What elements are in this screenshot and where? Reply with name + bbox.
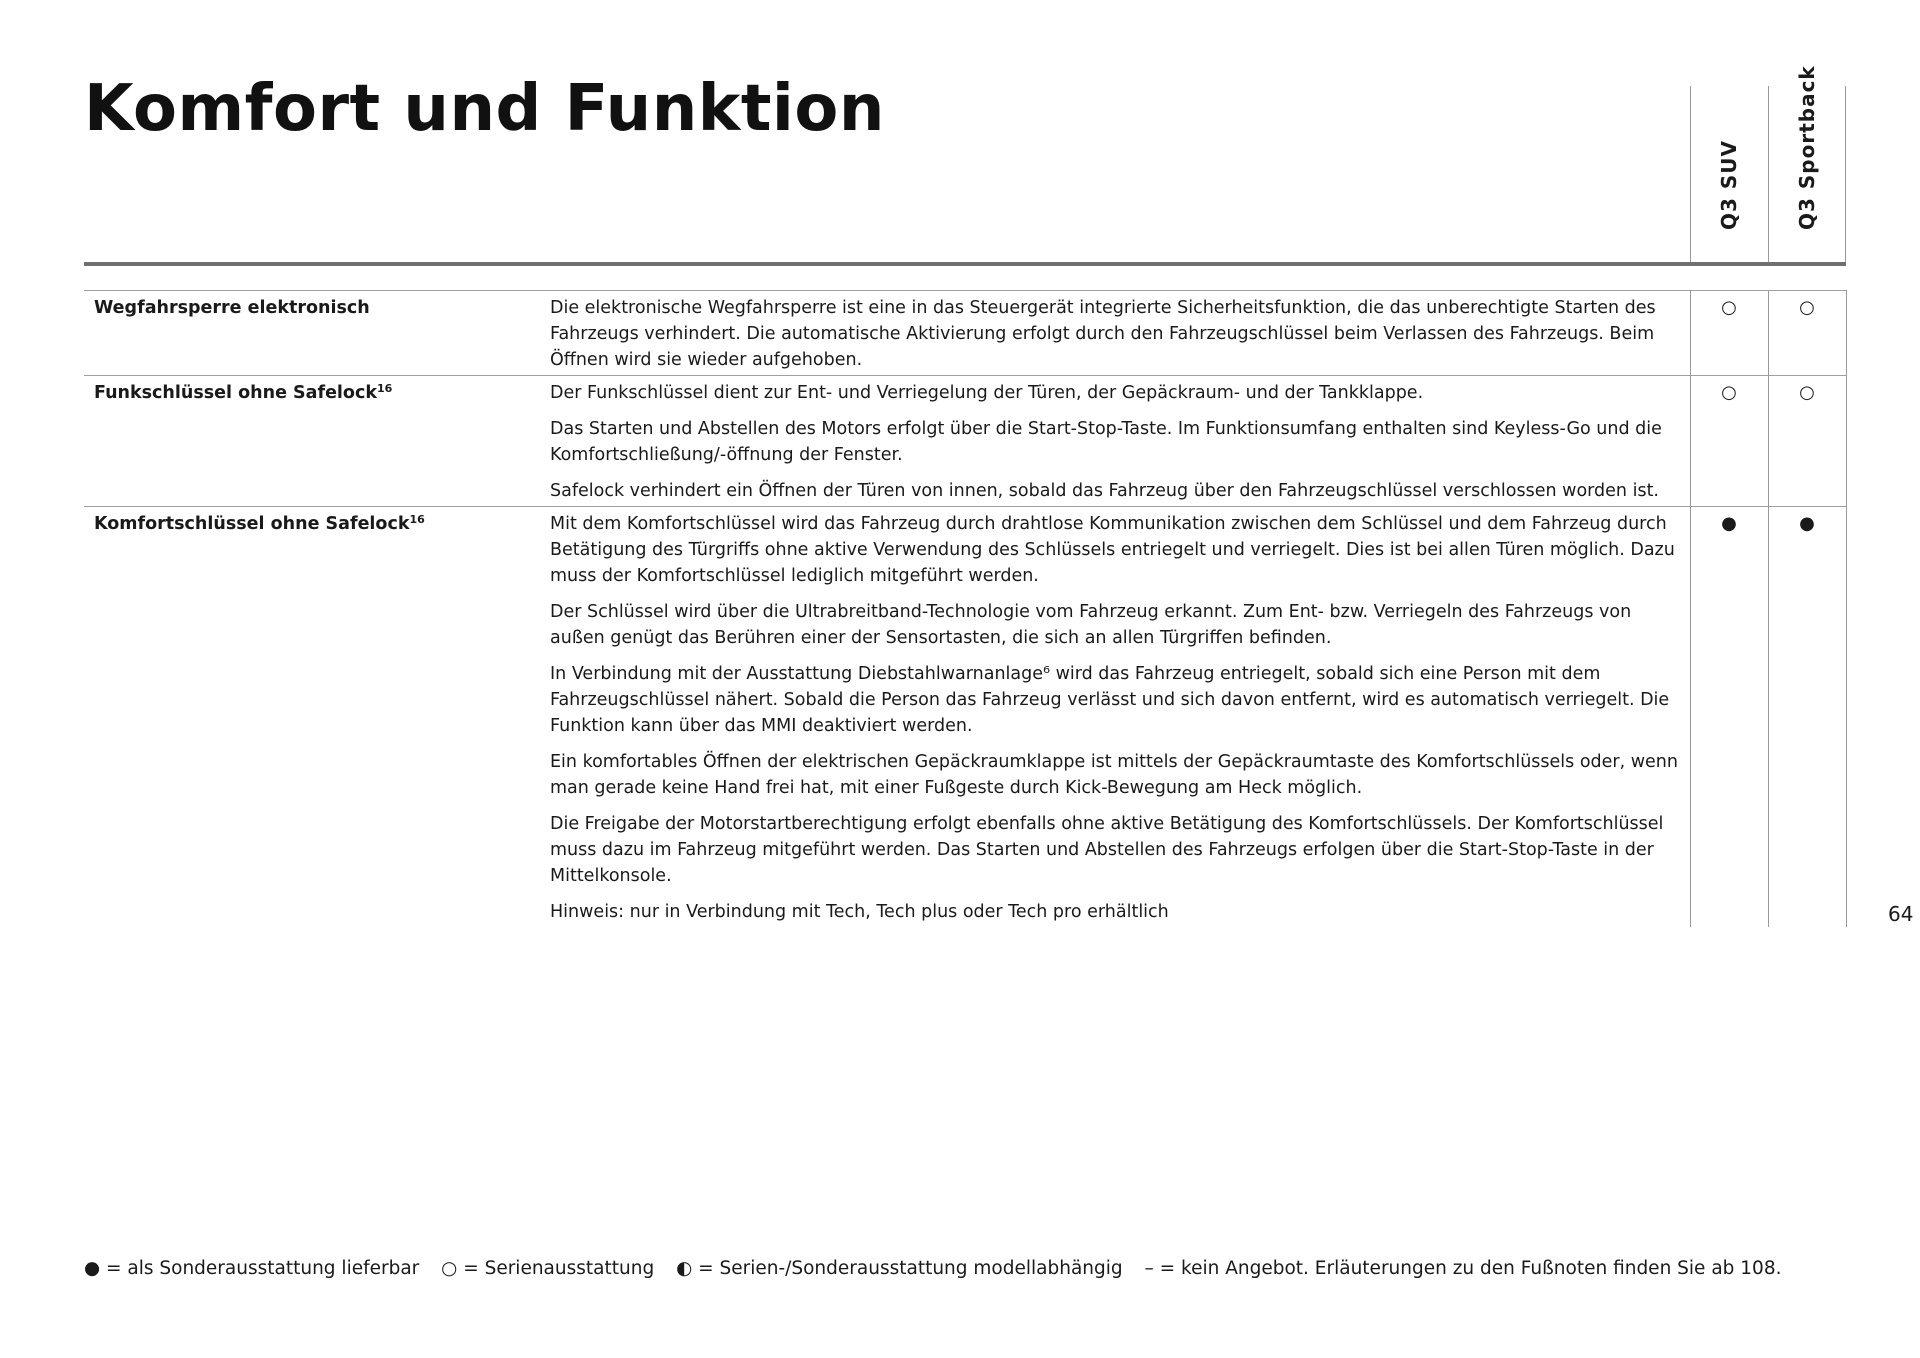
footnote-ref: 16 bbox=[376, 382, 393, 395]
column-label: Q3 Sportback bbox=[1795, 65, 1819, 230]
legend-none: – = kein Angebot. Erläuterungen zu den Fußnoten finden Sie ab 108. bbox=[1144, 1258, 1782, 1279]
feature-description: Der Funkschlüssel dient zur Ent- und Verriegelung der Türen, der Gepäckraum- und der Tankklappe. Das Starten und Abstellen des Motors erfolgt über die Start-Stop-Taste. Im Funktionsumfang enthalten sind Keyless-Go und die Komfortschließung/-öffnung der Fenster. Safelock verhindert ein Öffnen der Türen von innen, sobald das Fahrzeug über den Fahrzeugschlüssel verschlossen worden ist. bbox=[550, 376, 1690, 507]
table-row bbox=[84, 507, 1846, 928]
availability-mark: ○ bbox=[1690, 291, 1768, 376]
feature-description: Mit dem Komfortschlüssel wird das Fahrzeug durch drahtlose Kommunikation zwischen dem Schlüssel und dem Fahrzeug durch Betätigung des Türgriffs ohne aktive Verwendung des Schlüssels entriegelt und verriegelt. Dies ist bei allen Türen möglich. Dazu muss der Komfortschlüssel lediglich mitgeführt werden. Der Schlüssel wird über die Ultrabreitband-Technologie vom Fahrzeug erkannt. Zum Ent- bzw. Verriegeln des Fahrzeugs von außen genügt das Berühren einer der Sensortasten, die sich an allen Türgriffen befinden. In Verbindung mit der Ausstattung Diebstahlwarnanlage⁶ wird das Fahrzeug entriegelt, sobald sich eine Person mit dem Fahrzeugschlüssel nähert. Sobald die Person das Fahrzeug verlässt und sich davon entfernt, wird es automatisch verriegelt. Die Funktion kann über das MMI deaktiviert werden. Ein komfortables Öffnen der elektrischen Gepäckraumklappe ist mittels der Gepäckraumtaste des Komfortschlüssels oder, wenn man gerade keine Hand frei hat, mit einer Fußgeste durch Kick-Bewegung am Heck möglich. Die Freigabe der Motorstartberechtigung erfolgt ebenfalls ohne aktive Betätigung des Komfortschlüssels. Der Komfortschlüssel muss dazu im Fahrzeug mitgeführt werden. Das Starten und Abstellen des Fahrzeugs erfolgen über die Start-Stop-Taste in der Mittelkonsole. Hinweis: nur in Verbindung mit Tech, Tech plus oder Tech pro erhältlich bbox=[550, 507, 1690, 928]
header-divider bbox=[84, 262, 1846, 266]
feature-name: Wegfahrsperre elektronisch bbox=[84, 291, 550, 376]
feature-name: Funkschlüssel ohne Safelock$^{16}$ bbox=[84, 376, 550, 507]
feature-description: Die elektronische Wegfahrsperre ist eine in das Steuergerät integrierte Sicherheitsfunktion, die das unberechtigte Starten des Fahrzeugs verhindert. Die automatische Aktivierung erfolgt durch den Fahrzeugschlüssel beim Verlassen des Fahrzeugs. Beim Öffnen wird sie wieder aufgehoben. bbox=[550, 291, 1690, 376]
feature-name: Komfortschlüssel ohne Safelock$^{16}$ bbox=[84, 507, 550, 928]
column-header-q3-suv bbox=[1690, 86, 1767, 262]
availability-mark: ● bbox=[1768, 507, 1846, 928]
footnote-ref: 16 bbox=[409, 513, 425, 526]
table-row bbox=[84, 291, 1846, 376]
availability-mark: ○ bbox=[1768, 291, 1846, 376]
legend-optional: ● = als Sonderausstattung lieferbar bbox=[84, 1258, 420, 1279]
availability-mark: ● bbox=[1690, 507, 1768, 928]
column-label: Q3 SUV bbox=[1717, 139, 1741, 230]
availability-mark: ○ bbox=[1768, 376, 1846, 507]
legend bbox=[84, 1258, 1797, 1279]
availability-mark: ○ bbox=[1690, 376, 1768, 507]
legend-standard: ○ = Serienausstattung bbox=[441, 1258, 655, 1279]
equipment-table bbox=[84, 290, 1847, 927]
table-row bbox=[84, 376, 1846, 507]
page-title: Komfort und Funktion bbox=[84, 72, 885, 146]
legend-model-dependent: ◐ = Serien-/Sonderausstattung modellabhängig bbox=[676, 1258, 1123, 1279]
page-number: 64 bbox=[1888, 902, 1914, 926]
column-header-q3-sportback bbox=[1768, 65, 1846, 262]
